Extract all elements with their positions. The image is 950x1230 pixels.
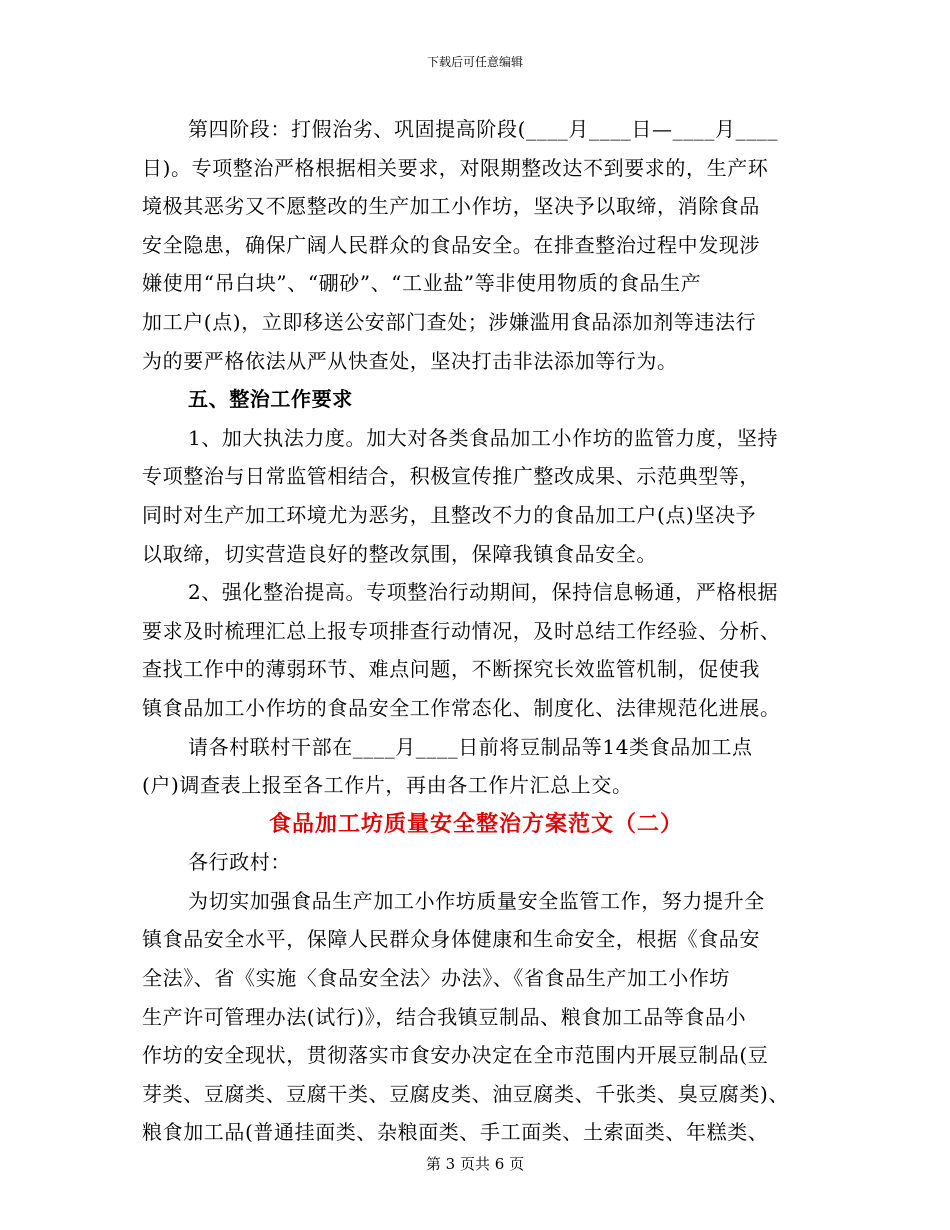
paragraph-line: 境极其恶劣又不愿整改的生产加工小作坊，坚决予以取缔，消除食品 bbox=[142, 194, 760, 219]
paragraph-line: 查找工作中的薄弱环节、难点问题，不断探究长效监管机制，促使我 bbox=[142, 657, 760, 682]
paragraph-line: 为切实加强食品生产加工小作坊质量安全监管工作，努力提升全 bbox=[188, 888, 765, 913]
page-number: 第 3 页共 6 页 bbox=[425, 1155, 525, 1173]
requirement-item-2 bbox=[142, 573, 810, 727]
paragraph-line: 第四阶段：打假治劣、巩固提高阶段(____月____日—____月____ bbox=[188, 117, 779, 141]
paragraph-line: 镇食品加工小作坊的食品安全工作常态化、制度化、法律规范化进展。 bbox=[142, 695, 781, 720]
paragraph-line: 作坊的安全现状，贯彻落实市食安办决定在全市范围内开展豆制品(豆 bbox=[142, 1043, 769, 1068]
paragraph-line: 加工户(点)，立即移送公安部门查处；涉嫌滥用食品添加剂等违法行 bbox=[142, 309, 757, 334]
paragraph-line: 嫌使用“吊白块”、“硼砂”、“工业盐”等非使用物质的食品生产 bbox=[142, 271, 702, 296]
paragraph-line: 专项整治与日常监管相结合，积极宣传推广整改成果、示范典型等， bbox=[142, 464, 760, 489]
section-heading: 五、整治工作要求 bbox=[188, 387, 353, 412]
paragraph-line: 全法》、省《实施〈食品安全法〉办法》、《省食品生产加工小作坊 bbox=[142, 966, 730, 991]
paragraph-line: 请各村联村干部在____月____日前将豆制品等14类食品加工点 bbox=[188, 734, 753, 759]
paragraph-line: 日)。专项整治严格根据相关要求，对限期整改达不到要求的，生产环 bbox=[142, 155, 769, 180]
salutation: 各行政村： bbox=[188, 850, 291, 875]
paragraph-line: 粮食加工品(普通挂面类、杂粮面类、手工面类、土索面类、年糕类、 bbox=[142, 1120, 769, 1145]
page-header: 下载后可任意编辑 bbox=[426, 55, 523, 69]
document-title: 食品加工坊质量安全整治方案范文（二） bbox=[268, 810, 683, 837]
document-body bbox=[142, 110, 810, 1152]
stage-four-paragraph bbox=[142, 110, 810, 380]
paragraph-line: 为的要严格依法从严从快查处，坚决打击非法添加等行为。 bbox=[142, 348, 678, 373]
paragraph-line: 镇食品安全水平，保障人民群众身体健康和生命安全，根据《食品安 bbox=[142, 927, 760, 952]
paragraph-line: 安全隐患，确保广阔人民群众的食品安全。在排查整治过程中发现涉 bbox=[142, 232, 760, 257]
intro-paragraph bbox=[142, 882, 810, 1152]
paragraph-line: 以取缔，切实营造良好的整改氛围，保障我镇食品安全。 bbox=[142, 541, 657, 566]
paragraph-line: 1、加大执法力度。加大对各类食品加工小作坊的监管力度，坚持 bbox=[188, 425, 779, 450]
requirement-item-1 bbox=[142, 419, 810, 573]
paragraph-line: (户)调查表上报至各工作片，再由各工作片汇总上交。 bbox=[142, 773, 633, 798]
paragraph-line: 生产许可管理办法(试行)》，结合我镇豆制品、粮食加工品等食品小 bbox=[142, 1004, 747, 1029]
paragraph-line: 要求及时梳理汇总上报专项排查行动情况，及时总结工作经验、分析、 bbox=[142, 618, 781, 643]
notice-paragraph bbox=[142, 728, 810, 805]
paragraph-line: 芽类、豆腐类、豆腐干类、豆腐皮类、油豆腐类、千张类、臭豆腐类)、 bbox=[142, 1081, 790, 1106]
paragraph-line: 2、强化整治提高。专项整治行动期间，保持信息畅通，严格根据 bbox=[188, 580, 779, 605]
paragraph-line: 同时对生产加工环境尤为恶劣，且整改不力的食品加工户(点)坚决予 bbox=[142, 502, 757, 527]
